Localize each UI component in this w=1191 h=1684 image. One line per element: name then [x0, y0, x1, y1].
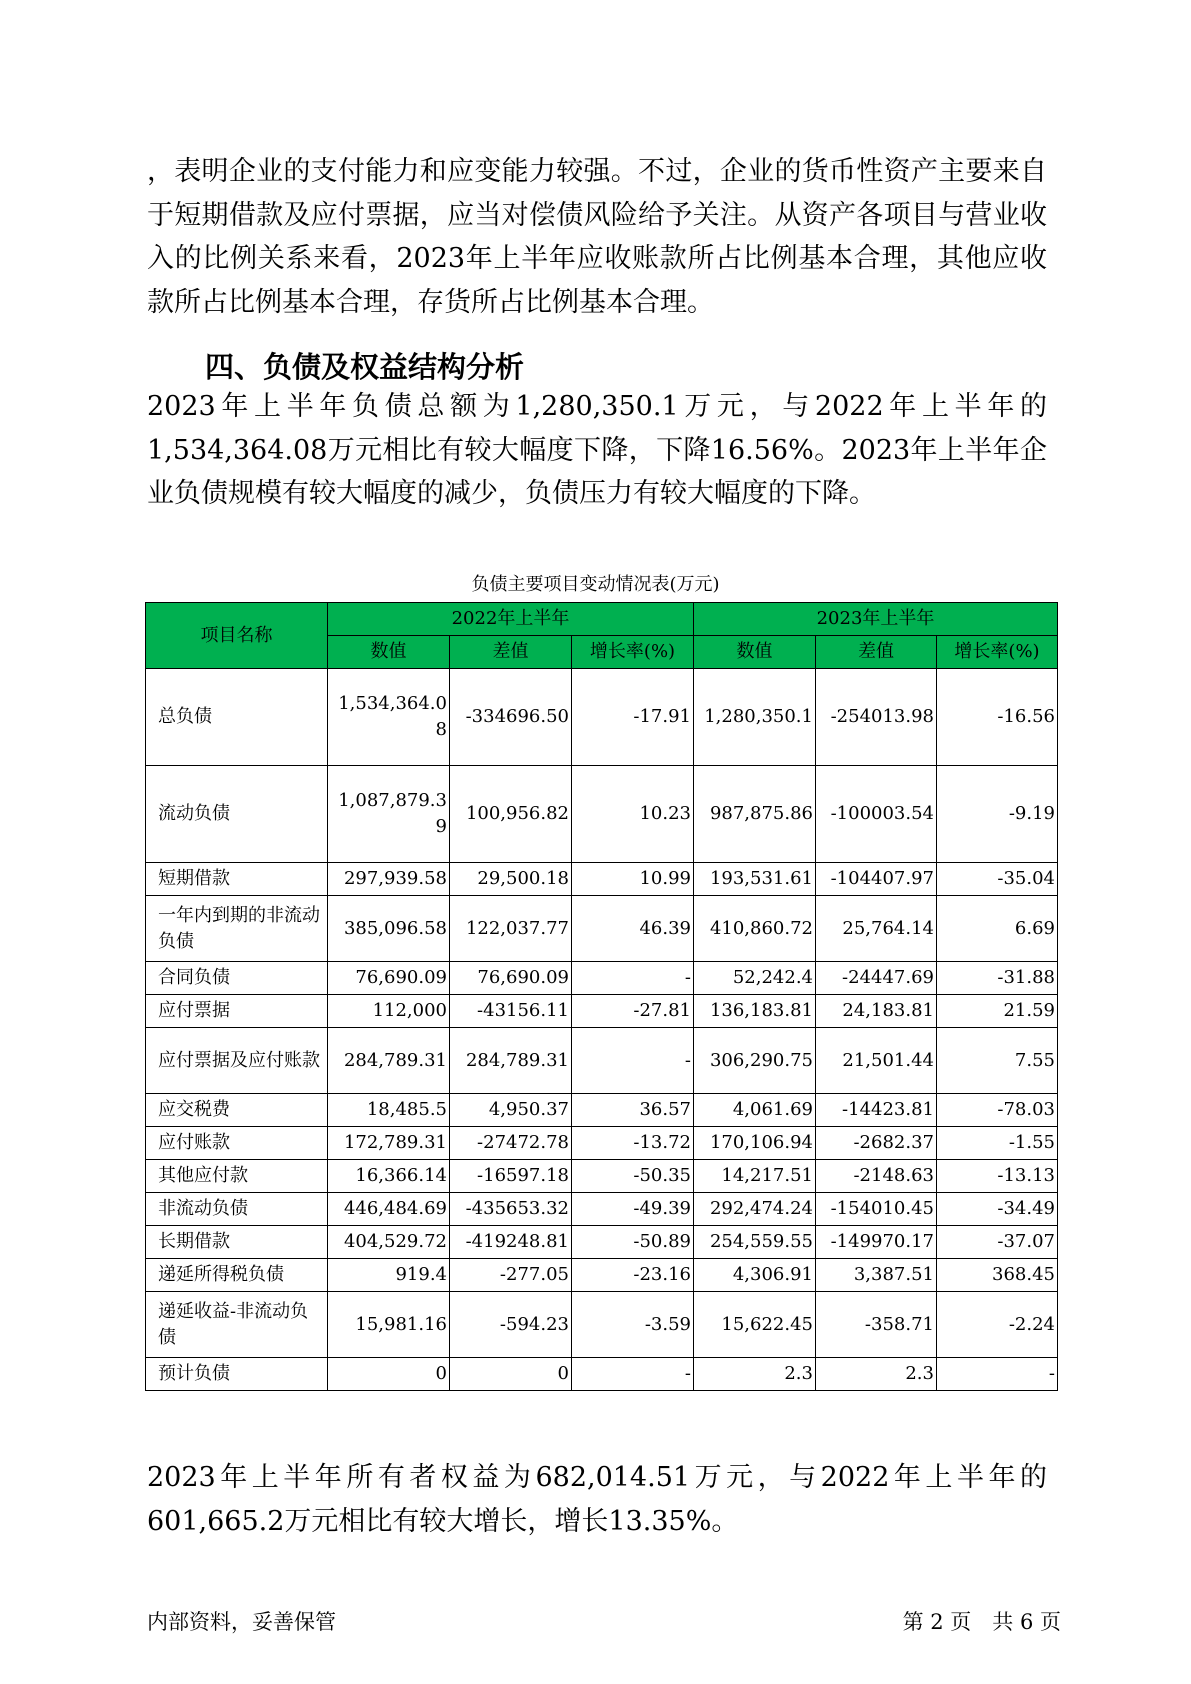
header-group-2022: 2022年上半年 — [328, 603, 694, 636]
subheader-diff-2023: 差值 — [816, 636, 937, 669]
table-cell: 404,529.72 — [328, 1226, 450, 1259]
table-cell: 172,789.31 — [328, 1127, 450, 1160]
table-row — [146, 1259, 1058, 1292]
table-cell: -594.23 — [450, 1292, 572, 1358]
table-cell: -3.59 — [572, 1292, 694, 1358]
table-row — [146, 669, 1058, 766]
row-label: 一年内到期的非流动负债 — [146, 896, 328, 962]
liability-paragraph: 2023年上半年负债总额为1,280,350.1万元，与2022年上半年的1,534,364.08万元相比有较大幅度下降，下降16.56%。2023年上半年企业负债规模有较大幅度的减少，负债压力有较大幅度的下降。 — [147, 391, 1047, 509]
row-label: 长期借款 — [146, 1226, 328, 1259]
equity-paragraph: 2023年上半年所有者权益为682,014.51万元，与2022年上半年的601,665.2万元相比有较大增长，增长13.35%。 — [147, 1462, 1047, 1537]
table-cell: 1,280,350.1 — [694, 669, 816, 766]
table-row — [146, 962, 1058, 995]
table-cell: 10.23 — [572, 766, 694, 863]
table-cell: 385,096.58 — [328, 896, 450, 962]
subheader-growth-2022: 增长率(%) — [572, 636, 694, 669]
table-cell: 76,690.09 — [328, 962, 450, 995]
table-cell: -14423.81 — [816, 1094, 937, 1127]
table-cell: -435653.32 — [450, 1193, 572, 1226]
table-cell: -154010.45 — [816, 1193, 937, 1226]
table-cell: 76,690.09 — [450, 962, 572, 995]
table-cell: 0 — [450, 1358, 572, 1391]
table-cell: 21.59 — [937, 995, 1058, 1028]
table-cell: 1,087,879.39 — [328, 766, 450, 863]
footer-page-number: 第 2 页 共 6 页 — [902, 1610, 1061, 1634]
table-caption: 负债主要项目变动情况表(万元) — [471, 574, 720, 595]
table-row — [146, 863, 1058, 896]
table-cell: 0 — [328, 1358, 450, 1391]
table-row — [146, 1127, 1058, 1160]
row-label: 合同负债 — [146, 962, 328, 995]
table-cell: 297,939.58 — [328, 863, 450, 896]
table-cell: 52,242.4 — [694, 962, 816, 995]
table-cell: 4,061.69 — [694, 1094, 816, 1127]
table-row — [146, 1292, 1058, 1358]
table-cell: - — [572, 1358, 694, 1391]
subheader-growth-2023: 增长率(%) — [937, 636, 1058, 669]
table-cell: 170,106.94 — [694, 1127, 816, 1160]
table-cell: -16.56 — [937, 669, 1058, 766]
row-label: 预计负债 — [146, 1358, 328, 1391]
table-cell: 446,484.69 — [328, 1193, 450, 1226]
table-cell: 1,534,364.08 — [328, 669, 450, 766]
row-label: 应付账款 — [146, 1127, 328, 1160]
header-group-2023: 2023年上半年 — [694, 603, 1058, 636]
table-cell: 15,622.45 — [694, 1292, 816, 1358]
header-item-name: 项目名称 — [146, 603, 328, 669]
table-cell: -2148.63 — [816, 1160, 937, 1193]
row-label: 短期借款 — [146, 863, 328, 896]
table-cell: -16597.18 — [450, 1160, 572, 1193]
table-cell: -50.35 — [572, 1160, 694, 1193]
table-cell: 112,000 — [328, 995, 450, 1028]
table-cell: 15,981.16 — [328, 1292, 450, 1358]
table-cell: -254013.98 — [816, 669, 937, 766]
table-row — [146, 896, 1058, 962]
row-label: 应付票据 — [146, 995, 328, 1028]
table-cell: 987,875.86 — [694, 766, 816, 863]
table-cell: 25,764.14 — [816, 896, 937, 962]
row-label: 递延所得税负债 — [146, 1259, 328, 1292]
row-label: 总负债 — [146, 669, 328, 766]
table-cell: 36.57 — [572, 1094, 694, 1127]
table-cell: 919.4 — [328, 1259, 450, 1292]
table-row — [146, 1028, 1058, 1094]
table-cell: -100003.54 — [816, 766, 937, 863]
table-cell: 410,860.72 — [694, 896, 816, 962]
row-label: 非流动负债 — [146, 1193, 328, 1226]
table-cell: -23.16 — [572, 1259, 694, 1292]
table-cell: 18,485.5 — [328, 1094, 450, 1127]
table-cell: 284,789.31 — [450, 1028, 572, 1094]
table-cell: -49.39 — [572, 1193, 694, 1226]
subheader-value-2022: 数值 — [328, 636, 450, 669]
row-label: 应交税费 — [146, 1094, 328, 1127]
liability-table — [145, 602, 1058, 1391]
row-label: 其他应付款 — [146, 1160, 328, 1193]
table-cell: 136,183.81 — [694, 995, 816, 1028]
table-cell: 368.45 — [937, 1259, 1058, 1292]
table-cell: -27472.78 — [450, 1127, 572, 1160]
table-cell: 2.3 — [816, 1358, 937, 1391]
subheader-diff-2022: 差值 — [450, 636, 572, 669]
row-label: 流动负债 — [146, 766, 328, 863]
table-row — [146, 1358, 1058, 1391]
table-cell: 122,037.77 — [450, 896, 572, 962]
table-cell: -78.03 — [937, 1094, 1058, 1127]
intro-paragraph: ，表明企业的支付能力和应变能力较强。不过，企业的货币性资产主要来自于短期借款及应付票据，应当对偿债风险给予关注。从资产各项目与营业收入的比例关系来看，2023年上半年应收账款所占比例基本合理，其他应收款所占比例基本合理，存货所占比例基本合理。 — [147, 156, 1047, 318]
table-cell: 46.39 — [572, 896, 694, 962]
row-label: 递延收益-非流动负债 — [146, 1292, 328, 1358]
table-cell: 29,500.18 — [450, 863, 572, 896]
table-cell: -27.81 — [572, 995, 694, 1028]
table-cell: -2682.37 — [816, 1127, 937, 1160]
subheader-value-2023: 数值 — [694, 636, 816, 669]
table-cell: 193,531.61 — [694, 863, 816, 896]
table-cell: 292,474.24 — [694, 1193, 816, 1226]
table-cell: 10.99 — [572, 863, 694, 896]
table-cell: 4,950.37 — [450, 1094, 572, 1127]
table-row — [146, 1226, 1058, 1259]
table-cell: -277.05 — [450, 1259, 572, 1292]
table-cell: -31.88 — [937, 962, 1058, 995]
table-cell: -13.13 — [937, 1160, 1058, 1193]
table-cell: - — [572, 962, 694, 995]
table-cell: -24447.69 — [816, 962, 937, 995]
table-cell: -17.91 — [572, 669, 694, 766]
table-cell: -1.55 — [937, 1127, 1058, 1160]
table-cell: 284,789.31 — [328, 1028, 450, 1094]
table-row — [146, 1094, 1058, 1127]
table-cell: 21,501.44 — [816, 1028, 937, 1094]
table-cell: 24,183.81 — [816, 995, 937, 1028]
table-cell: -419248.81 — [450, 1226, 572, 1259]
table-cell: -2.24 — [937, 1292, 1058, 1358]
table-cell: -13.72 — [572, 1127, 694, 1160]
table-cell: -43156.11 — [450, 995, 572, 1028]
table-cell: 100,956.82 — [450, 766, 572, 863]
table-cell: 6.69 — [937, 896, 1058, 962]
table-cell: 14,217.51 — [694, 1160, 816, 1193]
footer-confidential: 内部资料，妥善保管 — [147, 1610, 336, 1634]
table-cell: 16,366.14 — [328, 1160, 450, 1193]
table-cell: 306,290.75 — [694, 1028, 816, 1094]
table-cell: 3,387.51 — [816, 1259, 937, 1292]
table-cell: -34.49 — [937, 1193, 1058, 1226]
table-cell: -358.71 — [816, 1292, 937, 1358]
table-row — [146, 1160, 1058, 1193]
table-row — [146, 766, 1058, 863]
table-row — [146, 1193, 1058, 1226]
table-cell: - — [937, 1358, 1058, 1391]
table-cell: -104407.97 — [816, 863, 937, 896]
table-cell: -149970.17 — [816, 1226, 937, 1259]
table-cell: 7.55 — [937, 1028, 1058, 1094]
table-row — [146, 995, 1058, 1028]
table-cell: -334696.50 — [450, 669, 572, 766]
section-heading: 四、负债及权益结构分析 — [205, 350, 525, 384]
table-cell: 254,559.55 — [694, 1226, 816, 1259]
row-label: 应付票据及应付账款 — [146, 1028, 328, 1094]
table-cell: -50.89 — [572, 1226, 694, 1259]
table-cell: - — [572, 1028, 694, 1094]
table-cell: 4,306.91 — [694, 1259, 816, 1292]
table-cell: -37.07 — [937, 1226, 1058, 1259]
table-cell: -35.04 — [937, 863, 1058, 896]
table-cell: -9.19 — [937, 766, 1058, 863]
table-cell: 2.3 — [694, 1358, 816, 1391]
